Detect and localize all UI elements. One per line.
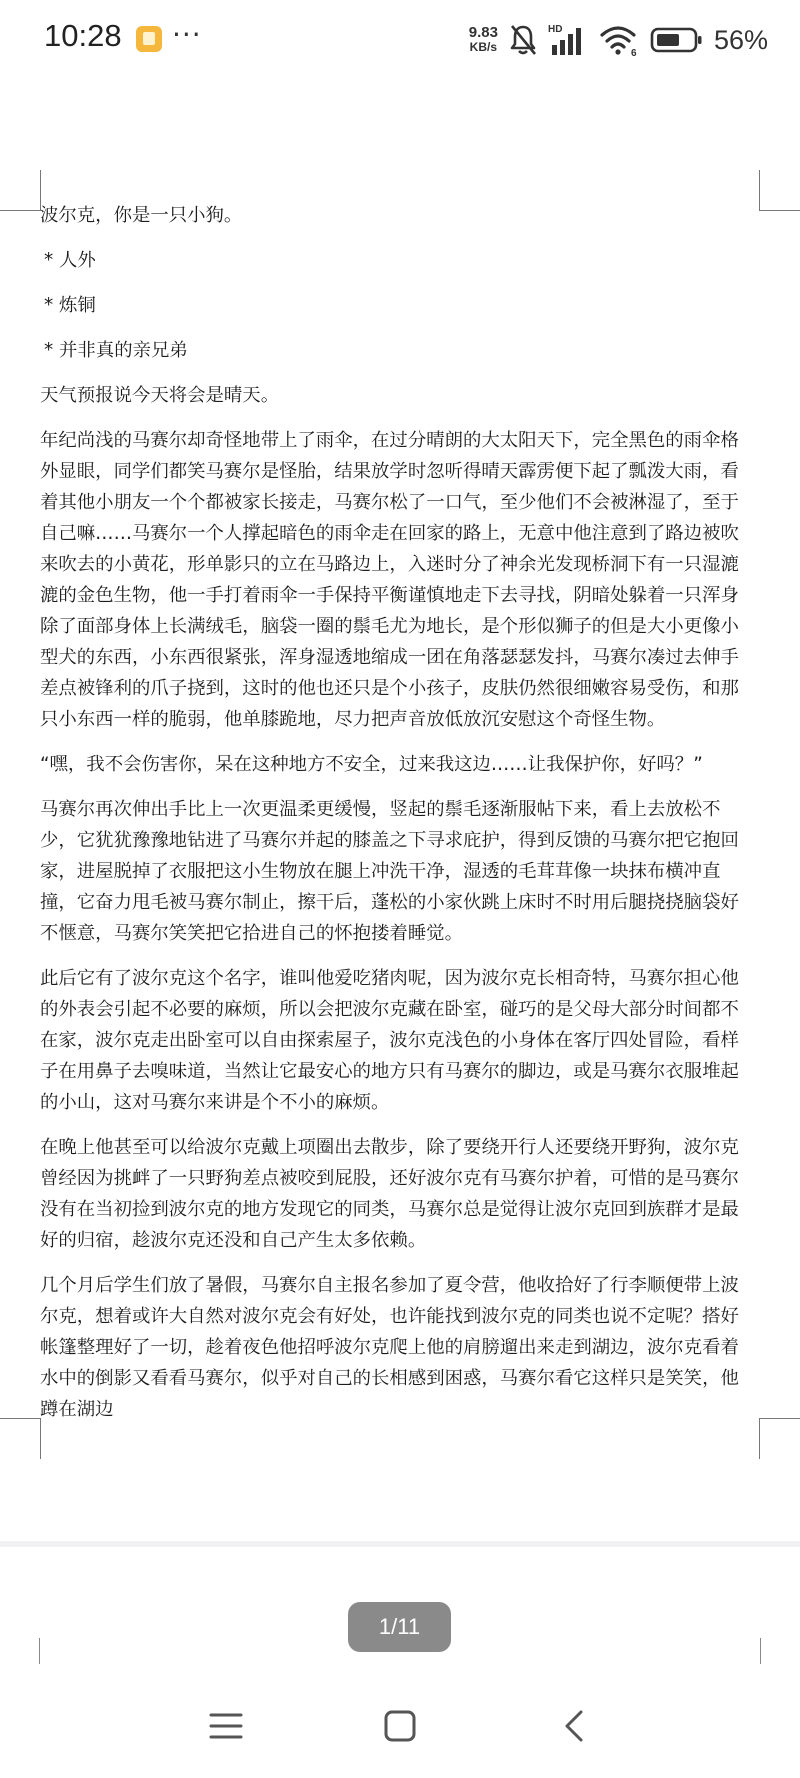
home-icon <box>383 1709 417 1743</box>
home-button[interactable] <box>370 1696 430 1756</box>
paragraph: 波尔克，你是一只小狗。 <box>40 205 243 226</box>
mute-bell-icon <box>508 24 538 56</box>
tag-item: * 人外 <box>44 250 96 271</box>
wifi-icon <box>600 23 640 57</box>
battery-icon <box>650 26 704 54</box>
tag-item: * 炼铜 <box>44 295 96 316</box>
menu-button[interactable] <box>196 1696 256 1756</box>
paragraph: 年纪尚浅的马赛尔却奇怪地带上了雨伞，在过分晴朗的大太阳天下，完全黑色的雨伞格外显眼，同学们都笑马赛尔是怪胎，结果放学时忽听得晴天霹雳便下起了瓢泼大雨，看着其他小朋友一个个都被家长接走，马赛尔松了一口气，至少他们不会被淋湿了，至于自己嘛……马赛尔一个人撑起暗色的雨伞走在回家的路上，无意中他注意到了路边被吹来吹去的小黄花，形单影只的立在马路边上，入迷时分了神余光发现桥洞下有一只湿漉漉的金色生物，他一手打着雨伞一手保持平衡谨慎地走下去寻找，阴暗处躲着一只浑身除了面部身体上长满绒毛，脑袋一圈的鬃毛尤为地长，是个形似狮子的但是大小更像小型犬的东西，小东西很紧张，浑身湿透地缩成一团在角落瑟瑟发抖，马赛尔凑过去伸手差点被锋利的爪子挠到，这时的他也还只是个小孩子，皮肤仍然很细嫩容易受伤，和那只小东西一样的脆弱，他单膝跪地，尽力把声音放低放沉安慰这个奇怪生物。 <box>40 430 739 730</box>
paragraph: 马赛尔再次伸出手比上一次更温柔更缓慢，竖起的鬃毛逐渐服帖下来，看上去放松不少，它犹犹豫豫地钻进了马赛尔并起的膝盖之下寻求庇护，得到反馈的马赛尔把它抱回家，进屋脱掉了衣服把这小生物放在腿上冲洗干净，湿透的毛茸茸像一块抹布横冲直撞，它奋力甩毛被马赛尔制止，擦干后，蓬松的小家伙跳上床时不时用后腿挠挠脑袋好不惬意，马赛尔笑笑把它拾进自己的怀抱搂着睡觉。 <box>40 799 739 944</box>
page-corner-mark-top-right <box>759 170 800 211</box>
network-speed <box>469 25 498 55</box>
network-speed-unit: KB/s <box>469 40 498 54</box>
paragraph: 此后它有了波尔克这个名字，谁叫他爱吃猪肉呢，因为波尔克长相奇特，马赛尔担心他的外表会引起不必要的麻烦，所以会把波尔克藏在卧室，碰巧的是父母大部分时间都不在家，波尔克走出卧室可以自由探索屋子，波尔克浅色的小身体在客厅四处冒险，看样子在用鼻子去嗅味道，当然让它最安心的地方只有马赛尔的脚边，或是马赛尔衣服堆起的小山，这对马赛尔来讲是个不小的麻烦。 <box>40 968 739 1113</box>
system-nav-bar <box>0 1672 800 1778</box>
menu-icon <box>209 1711 243 1741</box>
paragraph: “嘿，我不会伤害你，呆在这种地方不安全，过来我这边……让我保护你，好吗？” <box>40 754 703 775</box>
page-divider <box>0 1541 800 1547</box>
hd-label: HD <box>547 24 563 35</box>
next-page-edge-mark-left <box>39 1638 40 1664</box>
status-bar <box>0 0 800 78</box>
status-time: 10:28 <box>44 18 122 53</box>
wifi-label: 6 <box>630 48 637 57</box>
page-corner-mark-bottom-right <box>759 1418 800 1459</box>
page-indicator[interactable]: 1/11 <box>348 1602 451 1652</box>
page-corner-mark-bottom-left <box>0 1418 41 1459</box>
document-body <box>40 200 752 1439</box>
more-notifications-icon: ··· <box>172 18 202 51</box>
status-indicators <box>469 20 768 60</box>
paragraph: 几个月后学生们放了暑假，马赛尔自主报名参加了夏令营，他收拾好了行李顺便带上波尔克，想着或许大自然对波尔克会有好处，也许能找到波尔克的同类也说不定呢？搭好帐篷整理好了一切，趁着夜色他招呼波尔克爬上他的肩膀遛出来走到湖边，波尔克看着水中的倒影又看看马赛尔，似乎对自己的长相感到困惑，马赛尔看它这样只是笑笑，他蹲在湖边 <box>40 1275 739 1420</box>
tag-item: * 并非真的亲兄弟 <box>44 340 188 361</box>
battery-percent: 56% <box>713 24 768 55</box>
network-speed-value: 9.83 <box>468 24 498 41</box>
next-page-edge-mark-right <box>760 1638 761 1664</box>
back-button[interactable] <box>544 1696 604 1756</box>
paragraph: 天气预报说今天将会是晴天。 <box>40 385 280 406</box>
page-corner-mark-top-left <box>0 170 41 211</box>
signal-icon <box>548 23 590 57</box>
back-icon <box>559 1709 589 1743</box>
paragraph: 在晚上他甚至可以给波尔克戴上项圈出去散步，除了要绕开行人还要绕开野狗，波尔克曾经因为挑衅了一只野狗差点被咬到屁股，还好波尔克有马赛尔护着，可惜的是马赛尔没有在当初捡到波尔克的地方发现它的同类，马赛尔总是觉得让波尔克回到族群才是最好的归宿，趁波尔克还没和自己产生太多依赖。 <box>40 1137 739 1251</box>
document-page[interactable] <box>0 78 800 1538</box>
app-notification-icon <box>136 26 162 52</box>
